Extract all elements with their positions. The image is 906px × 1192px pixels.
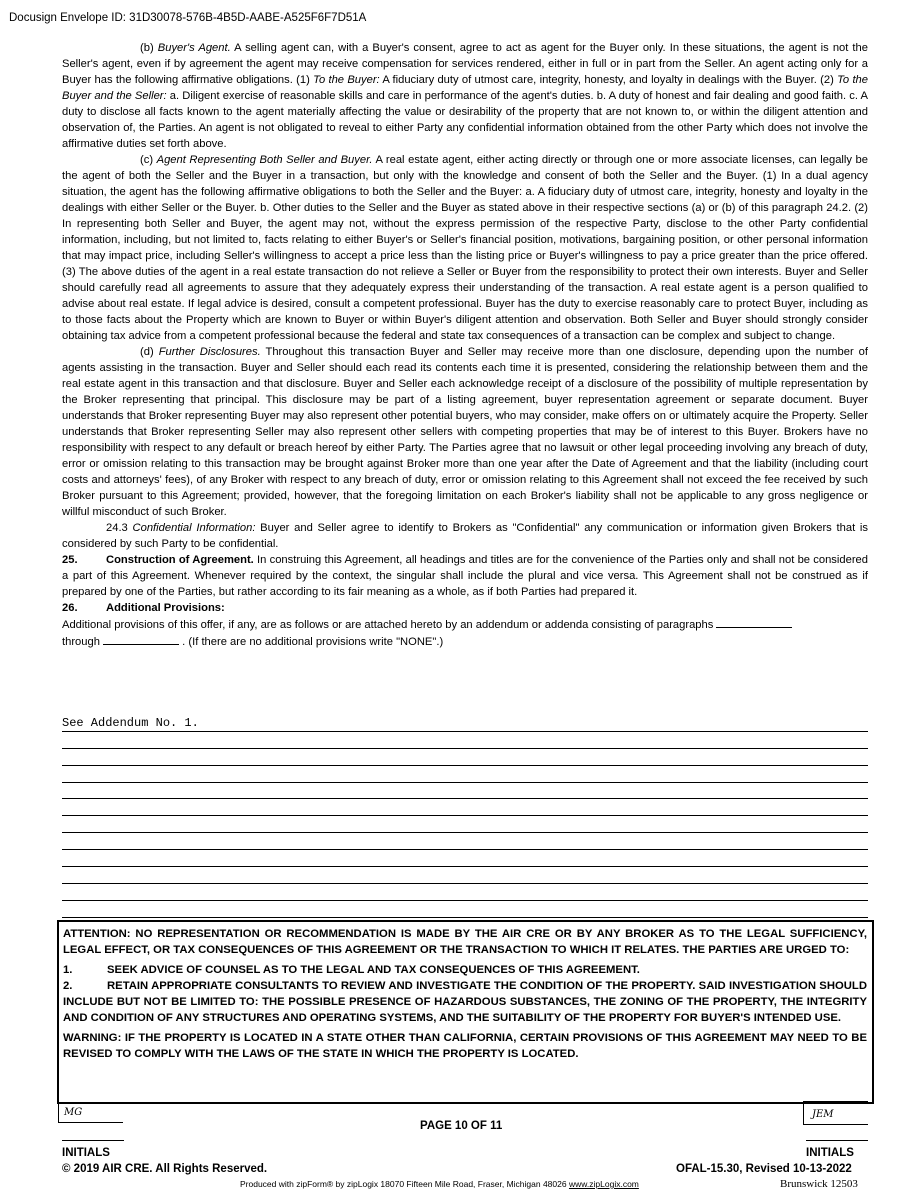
initials-line-left <box>62 1140 124 1141</box>
heading-further-disclosures: Further Disclosures. <box>158 346 261 358</box>
paragraphs-through-field[interactable] <box>103 633 179 645</box>
provision-line[interactable] <box>62 766 868 783</box>
provision-line[interactable] <box>62 901 868 918</box>
provision-line[interactable] <box>62 732 868 749</box>
initials-label-left: INITIALS <box>62 1147 110 1159</box>
attention-item-1: 1. SEEK ADVICE OF COUNSEL AS TO THE LEGAL AND TAX CONSEQUENCES OF THIS AGREEMENT. <box>63 964 640 976</box>
ziplogix-link[interactable]: www.zipLogix.com <box>568 1179 639 1189</box>
paragraph-dual-agent: (c) Agent Representing Both Seller and Buyer. A real estate agent, either acting directly or through one or more associate licenses, can legally be the agent of both the Seller and the Buyer in a transaction, but only with the knowledge and consent of both the Seller and the Buyer. (1) In a dual agency situation, the agent has the following affirmative obligations to both the Seller and the Buyer: a. A fiduciary duty of utmost care, integrity, honesty and loyalty in the dealings with either Seller or the Buyer. b. Other duties to the Seller and the Buyer as stated above in their respective sections (a) or (b) of this paragraph 24.2. (2) In representing both Seller and Buyer, the agent may not, without the express permission of the respective Party, disclose to the other Party confidential information, including, but not limited to, facts relating to either Buyer's or Seller's financial position, motivations, bargaining position, or other personal information that may impact price, including Seller's willingness to accept a price less than the listing price or Buyer's willingness to pay a price greater than the price offered. (3) The above duties of the agent in a real estate transaction do not relieve a Seller or Buyer from the responsibility to protect their own interests. Buyer and Seller should carefully read all agreements to assure that they adequately express their understanding of the transaction. A real estate agent is a person qualified to advise about real estate. If legal advice is desired, consult a competent professional. Buyer has the duty to exercise reasonably care to protect Buyer, including as to those facts about the Property which are known to Buyer or within Buyer's diligent attention and observation. Both Seller and Buyer should strongly consider obtaining tax advice from a competent professional because the federal and state tax consequences of a transaction can be complex and subject to change. <box>62 154 869 342</box>
document-body <box>62 40 868 650</box>
provision-line[interactable] <box>62 799 868 816</box>
heading-dual-agent: Agent Representing Both Seller and Buyer. <box>156 154 373 166</box>
heading-confidential-information: Confidential Information: <box>132 522 256 534</box>
provision-line[interactable] <box>62 749 868 766</box>
section-25: 25. Construction of Agreement. In construing this Agreement, all headings and titles are for the convenience of the Parties only and shall not be considered a part of this Agreement. Whenever required by the context, the singular shall include the plural and vice versa. This Agreement shall not be construed as if prepared by one of the Parties, but rather according to its fair meaning as a whole, as if both Parties had prepared it. <box>62 554 869 598</box>
envelope-id: Docusign Envelope ID: 31D30078-576B-4B5D-AABE-A525F6F7D51A <box>9 12 367 24</box>
attention-box <box>57 920 874 1104</box>
additional-provisions-lines[interactable] <box>62 715 868 918</box>
seller-initials-signature: JEM <box>812 1109 834 1120</box>
brunswick-id: Brunswick 12503 <box>780 1178 858 1190</box>
section-26-heading: Additional Provisions: <box>106 602 225 614</box>
provision-line[interactable] <box>62 783 868 800</box>
provision-line[interactable] <box>62 884 868 901</box>
attention-item-2: 2. RETAIN APPROPRIATE CONSULTANTS TO REVIEW AND INVESTIGATE THE CONDITION OF THE PROPERTY. SAID INVESTIGATION SHOULD INCLUDE BUT NOT BE LIMITED TO: THE POSSIBLE PRESENCE OF HAZARDOUS SUBSTANCES, THE ZONING OF THE PROPERTY, THE INTEGRITY AND CONDITION OF ANY STRUCTURES AND OPERATING SYSTEMS, AND THE SUITABILITY OF THE PROPERTY FOR BUYER'S INTENDED USE. <box>63 980 867 1024</box>
copyright: © 2019 AIR CRE. All Rights Reserved. <box>62 1163 268 1175</box>
form-id: OFAL-15.30, Revised 10-13-2022 <box>676 1163 852 1175</box>
paragraphs-from-field[interactable] <box>716 616 792 628</box>
provision-line[interactable] <box>62 867 868 884</box>
provision-line[interactable] <box>62 850 868 867</box>
buyer-initials-signature: MG <box>64 1107 83 1118</box>
provision-line[interactable] <box>62 833 868 850</box>
initials-line-right <box>806 1140 868 1141</box>
additional-provisions-instructions: Additional provisions of this offer, if any, are as follows or are attached hereto by an addendum or addenda consisting of paragraphs through . (If there are no additional provisions write "NONE".) <box>62 616 868 650</box>
page-number: PAGE 10 OF 11 <box>420 1120 503 1132</box>
attention-warning: WARNING: IF THE PROPERTY IS LOCATED IN A STATE OTHER THAN CALIFORNIA, CERTAIN PROVISIONS OF THIS AGREEMENT MAY NEED TO BE REVISED TO COMPLY WITH THE LAWS OF THE STATE IN WHICH THE PROPERTY IS LOCATED. <box>63 1032 867 1060</box>
provision-line[interactable] <box>62 816 868 833</box>
provision-line[interactable]: See Addendum No. 1. <box>62 715 868 732</box>
section-25-number: 25. <box>62 554 78 566</box>
section-26 <box>62 600 868 616</box>
heading-buyers-agent: Buyer's Agent. <box>157 42 231 54</box>
paragraph-confidential-information: 24.3 Confidential Information: Buyer and Seller agree to identify to Brokers as "Confidential" any communication or information given Brokers that is considered by such Party to be confidential. <box>62 522 868 550</box>
attention-intro: ATTENTION: NO REPRESENTATION OR RECOMMENDATION IS MADE BY THE AIR CRE OR BY ANY BROKER AS TO THE LEGAL SUFFICIENCY, LEGAL EFFECT, OR TAX CONSEQUENCES OF THIS AGREEMENT OR THE TRANSACTION TO WHICH IT RELATES. THE PARTIES ARE URGED TO: <box>63 928 867 956</box>
paragraph-further-disclosures: (d) Further Disclosures. Throughout this transaction Buyer and Seller may receive more than one disclosure, depending upon the number of agents assisting in the transaction. Buyer and Seller should each read its contents each time it is presented, considering the relationship between them and the real estate agent in this transaction and that disclosure. Buyer and Seller each acknowledge receipt of a disclosure of the possibility of multiple representation by the Broker representing that principal. This disclosure may be part of a listing agreement, buyer representation agreement or separate document. Buyer understands that Broker representing Buyer may also represent other potential buyers, who may consider, make offers on or ultimately acquire the Property. Seller understands that Broker representing Seller may also represent other sellers with competing properties that may be of interest to this Buyer. Brokers have no responsibility with respect to any default or breach hereof by either Party. The Parties agree that no lawsuit or other legal proceeding involving any breach of duty, error or omission relating to this transaction may be brought against Broker more than one year after the Date of Agreement and that the liability (including court costs and attorneys' fees), of any Broker with respect to any breach of duty, error or omission relating to this Agreement shall not exceed the fee received by such Broker pursuant to this Agreement; provided, however, that the foregoing limitation on each Broker's liability shall not be applicable to any gross negligence or willful misconduct of such Broker. <box>62 346 869 518</box>
initials-label-right: INITIALS <box>806 1147 854 1159</box>
paragraph-buyers-agent: (b) Buyer's Agent. A selling agent can, with a Buyer's consent, agree to act as agent for the Buyer only. In these situations, the agent is not the Seller's agent, even if by agreement the agent may receive compensation for services rendered, either in full or in part from the Seller. An agent acting only for a Buyer has the following affirmative obligations. (1) To the Buyer: A fiduciary duty of utmost care, integrity, honesty, and loyalty in dealings with the Buyer. (2) To the Buyer and the Seller: a. Diligent exercise of reasonable skills and care in performance of the agent's duties. b. A duty of honest and fair dealing and good faith. c. A duty to disclose all facts known to the agent materially affecting the value or desirability of the property that are not known to, or within the diligent attention and observation of, the Parties. An agent is not obligated to reveal to either Party any confidential information obtained from the other Party which does not involve the affirmative duties set forth above. <box>62 42 868 150</box>
section-25-heading: Construction of Agreement. <box>106 554 254 566</box>
section-26-number: 26. <box>62 602 78 614</box>
produced-by: Produced with zipForm® by zipLogix 18070 Fifteen Mile Road, Fraser, Michigan 48026 www.zipLogix.com <box>240 1179 639 1189</box>
